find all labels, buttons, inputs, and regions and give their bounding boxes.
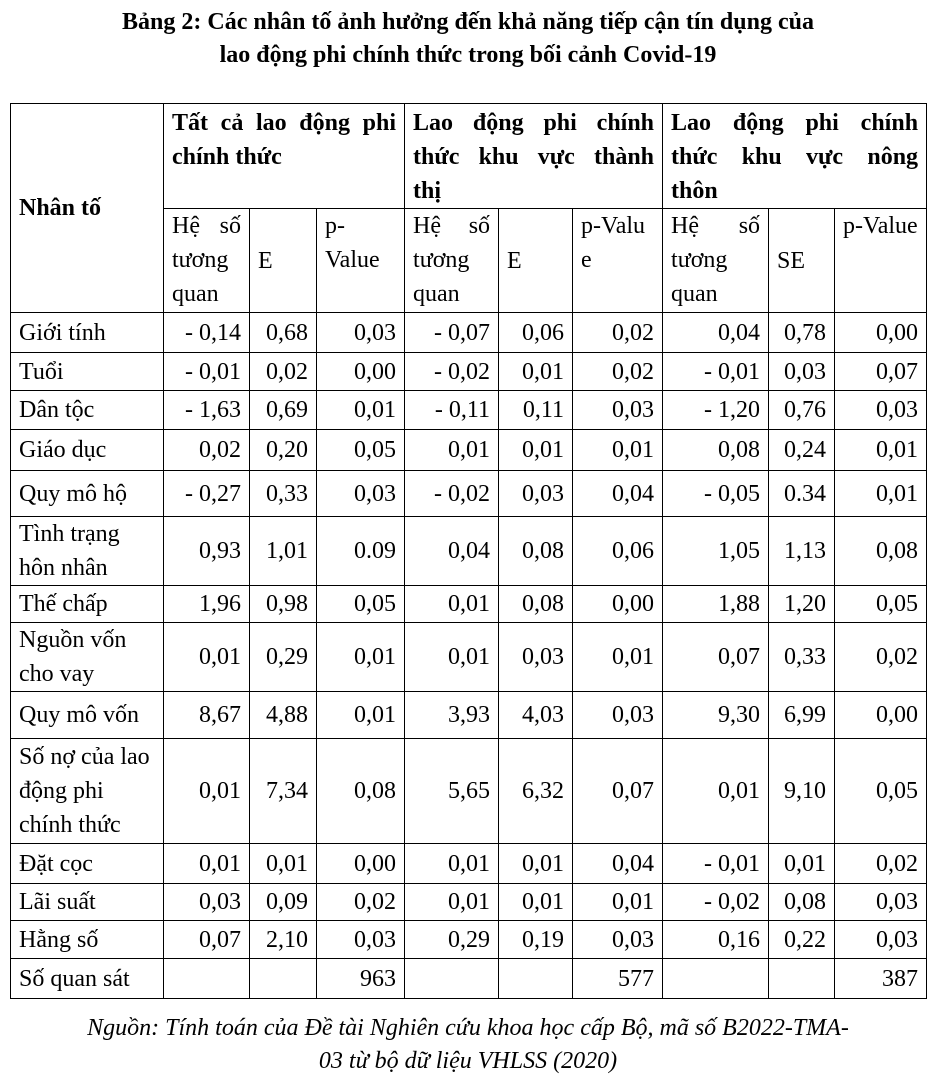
group-header-row xyxy=(11,104,927,209)
table-cell: 0,01 xyxy=(317,692,405,739)
table-cell: 0,03 xyxy=(835,391,927,430)
table-cell: 0,04 xyxy=(405,517,499,586)
table-cell: 4,03 xyxy=(499,692,573,739)
table-cell: 0,20 xyxy=(250,430,317,471)
row-label: Hằng số xyxy=(11,921,164,959)
table-cell: 0,29 xyxy=(250,623,317,692)
subheader-coef: Hệ số tương quan xyxy=(663,209,769,313)
table-cell: 0,01 xyxy=(317,623,405,692)
group-header-urban-line1: Lao động phi chính xyxy=(413,110,655,136)
table-cell: 0,00 xyxy=(835,313,927,353)
table-cell: 1,05 xyxy=(663,517,769,586)
subheader-pvalue: p-Valu e xyxy=(573,209,663,313)
subheader-coef: Hệ số tương quan xyxy=(164,209,250,313)
table-cell: 0,01 xyxy=(663,739,769,844)
group-header-all-line2: chính thức xyxy=(172,144,282,170)
table-cell: 0,16 xyxy=(663,921,769,959)
table-cell: 0,01 xyxy=(835,471,927,517)
table-cell: 0,01 xyxy=(573,430,663,471)
table-cell: 1,96 xyxy=(164,586,250,623)
table-cell xyxy=(405,959,499,999)
table-cell: 0,00 xyxy=(573,586,663,623)
row-label: Tuổi xyxy=(11,353,164,391)
table-cell: 0,01 xyxy=(164,623,250,692)
table-cell: 0,03 xyxy=(317,471,405,517)
table-cell: - 0,02 xyxy=(663,884,769,921)
subheader-e: E xyxy=(250,209,317,313)
table-cell: 0,78 xyxy=(769,313,835,353)
table-cell: 6,32 xyxy=(499,739,573,844)
table-row xyxy=(11,921,927,959)
table-cell: 0,02 xyxy=(573,353,663,391)
table-cell: 0,05 xyxy=(317,586,405,623)
row-label: Lãi suất xyxy=(11,884,164,921)
table-cell: 387 xyxy=(835,959,927,999)
table-cell: 0,33 xyxy=(250,471,317,517)
table-row xyxy=(11,430,927,471)
table-cell: 0,03 xyxy=(317,313,405,353)
table-cell: - 0,01 xyxy=(164,353,250,391)
group-header-urban-line3: thị xyxy=(413,178,442,204)
table-cell: 0,29 xyxy=(405,921,499,959)
table-cell: - 0,01 xyxy=(663,353,769,391)
table-cell: - 0,07 xyxy=(405,313,499,353)
table-row xyxy=(11,353,927,391)
table-cell: 0,01 xyxy=(499,844,573,884)
table-row xyxy=(11,844,927,884)
table-cell: 6,99 xyxy=(769,692,835,739)
table-cell: 0,03 xyxy=(499,623,573,692)
table-cell: 0,04 xyxy=(663,313,769,353)
table-row xyxy=(11,692,927,739)
table-cell: 4,88 xyxy=(250,692,317,739)
row-label: Dân tộc xyxy=(11,391,164,430)
table-title xyxy=(0,6,936,72)
table-cell: 0,06 xyxy=(499,313,573,353)
group-header-rural-line1: Lao động phi chính xyxy=(671,110,919,136)
group-header-all-line1: Tất cả lao động phi xyxy=(172,110,397,136)
group-header-rural-line3: thôn xyxy=(671,178,718,204)
table-cell: 0,05 xyxy=(835,586,927,623)
table-cell: 0,03 xyxy=(835,921,927,959)
title-line-1: Bảng 2: Các nhân tố ảnh hưởng đến khả năng tiếp cận tín dụng của xyxy=(122,9,814,35)
table-cell: 0,01 xyxy=(164,844,250,884)
row-label: Tình trạng hôn nhân xyxy=(11,517,164,586)
table-cell: 0,03 xyxy=(573,921,663,959)
table-cell: 0,01 xyxy=(250,844,317,884)
table-row xyxy=(11,586,927,623)
table-cell: 0,02 xyxy=(250,353,317,391)
table-cell: 0,11 xyxy=(499,391,573,430)
table-cell: 0,07 xyxy=(835,353,927,391)
table-cell: 0,24 xyxy=(769,430,835,471)
table-cell: 0,01 xyxy=(769,844,835,884)
table-cell: 577 xyxy=(573,959,663,999)
table-cell: 0,01 xyxy=(405,884,499,921)
table-cell: 0,09 xyxy=(250,884,317,921)
table-cell: 0,02 xyxy=(573,313,663,353)
table-row xyxy=(11,391,927,430)
table-cell: 0,01 xyxy=(499,430,573,471)
table-cell: 0,08 xyxy=(317,739,405,844)
table-cell: 0,03 xyxy=(573,391,663,430)
table-body xyxy=(11,313,927,999)
group-header-rural-line2: thức khu vực nông xyxy=(671,144,919,170)
table-cell: - 0,27 xyxy=(164,471,250,517)
table-cell: 0,01 xyxy=(405,623,499,692)
table-cell: 0,00 xyxy=(317,353,405,391)
table-cell: 0,03 xyxy=(499,471,573,517)
table-cell: 0,93 xyxy=(164,517,250,586)
table-row xyxy=(11,471,927,517)
source-note xyxy=(0,1012,936,1078)
row-label: Thế chấp xyxy=(11,586,164,623)
table-cell: - 0,14 xyxy=(164,313,250,353)
table-cell: 0,00 xyxy=(317,844,405,884)
table-cell: 0,08 xyxy=(835,517,927,586)
source-line-2: 03 từ bộ dữ liệu VHLSS (2020) xyxy=(318,1048,618,1074)
group-header-all xyxy=(164,104,405,209)
table-cell: 0,03 xyxy=(835,884,927,921)
table-cell: 0,98 xyxy=(250,586,317,623)
table-cell: 0,76 xyxy=(769,391,835,430)
table-cell: 0,03 xyxy=(573,692,663,739)
table-cell xyxy=(499,959,573,999)
table-cell: 5,65 xyxy=(405,739,499,844)
table-cell: 8,67 xyxy=(164,692,250,739)
table-cell: 0,33 xyxy=(769,623,835,692)
table-cell: - 0,11 xyxy=(405,391,499,430)
table-cell xyxy=(663,959,769,999)
table-cell: 0,04 xyxy=(573,844,663,884)
subheader-pvalue: p-Value xyxy=(835,209,927,313)
table-cell: 0,02 xyxy=(835,844,927,884)
table-cell: - 1,63 xyxy=(164,391,250,430)
table-cell: 0,02 xyxy=(835,623,927,692)
title-line-2: lao động phi chính thức trong bối cảnh Covid-19 xyxy=(219,42,717,68)
row-label: Giáo dục xyxy=(11,430,164,471)
table-cell: 0,01 xyxy=(573,623,663,692)
table-cell: - 0,02 xyxy=(405,471,499,517)
row-label: Quy mô vốn xyxy=(11,692,164,739)
table-cell: 1,20 xyxy=(769,586,835,623)
group-header-urban xyxy=(405,104,663,209)
table-row xyxy=(11,884,927,921)
table-cell: 0.34 xyxy=(769,471,835,517)
row-label: Số nợ của lao động phi chính thức xyxy=(11,739,164,844)
table-cell: 0,01 xyxy=(499,884,573,921)
table-row xyxy=(11,517,927,586)
table-cell: 1,01 xyxy=(250,517,317,586)
table-cell: 0,19 xyxy=(499,921,573,959)
table-cell: 0,07 xyxy=(663,623,769,692)
table-cell: 0,07 xyxy=(573,739,663,844)
row-label: Nguồn vốn cho vay xyxy=(11,623,164,692)
table-cell: 0,03 xyxy=(769,353,835,391)
table-cell: 0,68 xyxy=(250,313,317,353)
table-row xyxy=(11,313,927,353)
table-cell: - 1,20 xyxy=(663,391,769,430)
table-row xyxy=(11,623,927,692)
table-cell: 7,34 xyxy=(250,739,317,844)
group-header-urban-line2: thức khu vực thành xyxy=(413,144,655,170)
table-cell: 3,93 xyxy=(405,692,499,739)
subheader-pvalue: p-Value xyxy=(317,209,405,313)
table-cell: 2,10 xyxy=(250,921,317,959)
row-label: Quy mô hộ xyxy=(11,471,164,517)
table-cell: 0,04 xyxy=(573,471,663,517)
row-label: Đặt cọc xyxy=(11,844,164,884)
table-cell: 0,07 xyxy=(164,921,250,959)
table-cell: 0,01 xyxy=(164,739,250,844)
table-cell: 0,08 xyxy=(769,884,835,921)
table-cell: 0,02 xyxy=(164,430,250,471)
table-cell: 0.09 xyxy=(317,517,405,586)
table-cell: 9,30 xyxy=(663,692,769,739)
table-cell: 0,03 xyxy=(164,884,250,921)
table-row xyxy=(11,739,927,844)
table-cell: 1,13 xyxy=(769,517,835,586)
table-cell: 0,01 xyxy=(405,586,499,623)
table-row xyxy=(11,959,927,999)
row-label: Giới tính xyxy=(11,313,164,353)
source-line-1: Nguồn: Tính toán của Đề tài Nghiên cứu khoa học cấp Bộ, mã số B2022-TMA- xyxy=(87,1015,849,1041)
table-cell: 0,05 xyxy=(835,739,927,844)
table-cell: - 0,02 xyxy=(405,353,499,391)
group-header-rural xyxy=(663,104,927,209)
table-cell: - 0,01 xyxy=(663,844,769,884)
table-cell: 0,01 xyxy=(499,353,573,391)
factor-header: Nhân tố xyxy=(11,104,164,313)
table-cell: 0,00 xyxy=(835,692,927,739)
table-cell xyxy=(250,959,317,999)
table-cell: 0,08 xyxy=(499,517,573,586)
row-label: Số quan sát xyxy=(11,959,164,999)
table-cell: 0,01 xyxy=(573,884,663,921)
table-cell: 0,69 xyxy=(250,391,317,430)
table-cell: 0,22 xyxy=(769,921,835,959)
table-cell: 0,05 xyxy=(317,430,405,471)
subheader-coef: Hệ số tương quan xyxy=(405,209,499,313)
table-cell: 9,10 xyxy=(769,739,835,844)
table-cell: - 0,05 xyxy=(663,471,769,517)
table-cell: 0,01 xyxy=(317,391,405,430)
table-cell: 963 xyxy=(317,959,405,999)
subheader-se: SE xyxy=(769,209,835,313)
table-cell: 0,06 xyxy=(573,517,663,586)
credit-factors-table xyxy=(10,103,927,999)
subheader-e: E xyxy=(499,209,573,313)
table-cell xyxy=(164,959,250,999)
table-cell xyxy=(769,959,835,999)
table-cell: 0,01 xyxy=(405,844,499,884)
table-cell: 0,03 xyxy=(317,921,405,959)
table-cell: 0,08 xyxy=(499,586,573,623)
table-cell: 0,01 xyxy=(405,430,499,471)
table-cell: 1,88 xyxy=(663,586,769,623)
table-cell: 0,01 xyxy=(835,430,927,471)
table-cell: 0,02 xyxy=(317,884,405,921)
table-cell: 0,08 xyxy=(663,430,769,471)
